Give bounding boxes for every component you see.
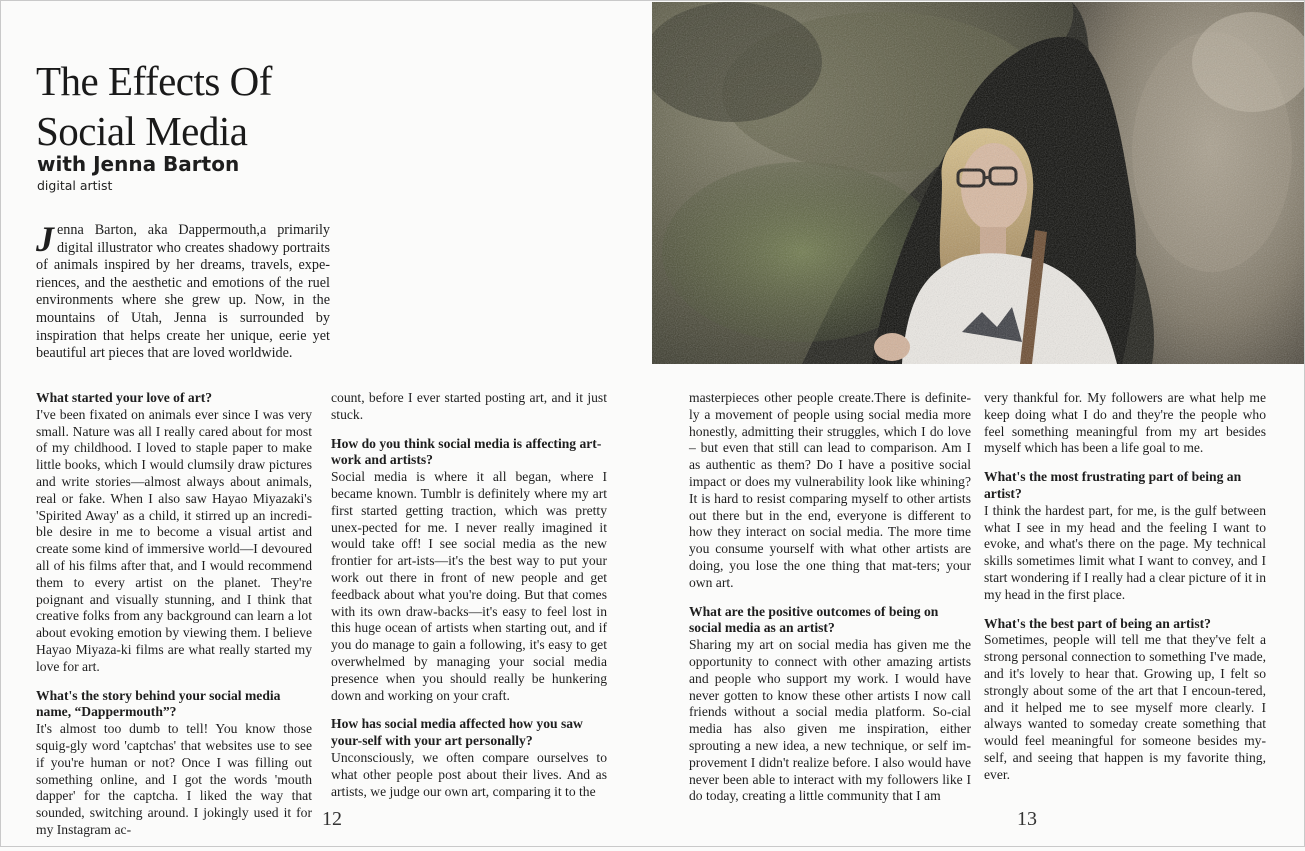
answer-paragraph: It's almost too dumb to tell! You know those squig-gly word 'captchas' that websites use to see if you're human or not? Once I was filling out something online, and I got the words 'mouth dapper' for the captcha. I liked the way that sounded, switching around. I jokingly used it for my Instagram ac- [36, 721, 312, 837]
answer-paragraph: very thankful for. My followers are what help me keep doing what I do and they're the people who feel something meaningful from my art besides myself which has been a life goal to me. [984, 390, 1266, 456]
column-4 [984, 390, 1266, 796]
answer-paragraph: Social media is where it all began, where I became known. Tumblr is definitely where my art first started getting traction, which was pretty unex-pected for me. I never really imagined it would take off! I see social media as the new frontier for art-ists—it's the best way to put your work out there in front of new people and get feedback about what you're doing. But that comes with its own draw-backs—it's easy to feel lost in this huge ocean of artists when starting out, and if you do manage to gain a following, it's easy to get overwhelmed by managing your social media presence when you should really be hunkering down and working on your craft. [331, 469, 607, 703]
question-heading: How has social media affected how you saw your-self with your art personally? [331, 716, 583, 749]
question-heading: What are the positive outcomes of being on social media as an artist? [689, 603, 939, 636]
article-subtitle: with Jenna Barton [37, 152, 240, 176]
artist-role: digital artist [37, 178, 113, 193]
answer-paragraph: masterpieces other people create.There is definite-ly a movement of people using social media more honestly, admitting their struggles, which I do love – but even that still can lead to comparison. Am I as authentic as them? Do I have a positive social impact or does my vulnerability look like whining? It is hard to resist comparing myself to other artists out there but in the end, everyone is different to how they interact on social media. The more time you consume yourself with what other artists are doing, you lose the one thing that mat-ters; your own art. [689, 390, 971, 590]
article-title: The Effects Of Social Media [36, 58, 272, 154]
question-heading: How do you think social media is affecting art-work and artists? [331, 435, 602, 468]
intro-paragraph [36, 219, 330, 363]
cave-portrait-image [652, 2, 1304, 364]
question-heading: What started your love of art? [36, 390, 213, 405]
artist-photo [652, 2, 1304, 364]
answer-paragraph: Unconsciously, we often compare ourselves to what other people post about their lives. And as artists, we judge our own art, comparing it to the [331, 749, 607, 799]
page-number-left: 12 [322, 808, 342, 830]
page-number-right: 13 [1017, 808, 1037, 830]
question-heading: What's the best part of being an artist? [984, 615, 1211, 631]
intro-text: enna Barton, aka Dappermouth,a primarily digital illustrator who creates shadowy portraits of animals inspired by her dreams, travels, expe-riences, and the aesthetic and emotions of the ruel environments where she grew up. Now, in the mountains of Utah, Jenna is surrounded by inspiration that helps create her unique, eerie yet beautiful art pieces that are loved worldwide. [36, 222, 330, 362]
answer-paragraph: I think the hardest part, for me, is the gulf between what I see in my head and the feeling I want to evoke, and what's there on the page. My technical skills sometimes limit what I want to convey, and I start wondering if I really had a clear picture of it in my head in the first place. [984, 502, 1266, 602]
answer-paragraph: Sometimes, people will tell me that they've felt a strong personal connection to something I've made, and it's lovely to hear that. Growing up, I felt so strongly about some of the art that I encoun-tered, and it helped me to see myself more clearly. I always wanted to someday create something that would feel meaningful for someone besides my-self, and seeing that happen is my favorite thing, ever. [984, 632, 1266, 782]
question-heading: What's the story behind your social media name, “Dappermouth”? [36, 687, 281, 720]
column-3 [689, 390, 971, 817]
question-heading: What's the most frustrating part of being an artist? [984, 469, 1242, 501]
column-2 [331, 390, 607, 812]
answer-paragraph: count, before I ever started posting art, and it just stuck. [331, 390, 607, 422]
answer-paragraph: Sharing my art on social media has given me the opportunity to connect with other amazing artists and people who support my work. I would have never gotten to know these other artists I now call friends without a social media platform. So-cial media has also given me inspiration, either sprouting a new idea, a new technique, or self im-provement I didn't realize before. I also would have never been able to interact with my followers like I do today, creating a little community that I am [689, 637, 971, 804]
answer-paragraph: I've been fixated on animals ever since I was very small. Nature was all I really cared about for most of my childhood. I loved to staple paper to make little books, which I would clumsily draw pictures and write stories—almost always about animals, real or fake. When I also saw Hayao Miyazaki's 'Spirited Away' as a child, it stirred up an incredi-ble desire in me to become a visual artist and create some kind of immersive world—I devoured all of his films after that, and I would recommend them to every artist on the planet. They're poignant and visually stunning, and I think that creative folks from any background can learn a lot about evoking emotion by viewing them. I believe Hayao Miyaza-ki films are what really started my love for art. [36, 406, 312, 674]
column-1 [36, 390, 312, 851]
intro-dropcap: J [36, 219, 54, 259]
